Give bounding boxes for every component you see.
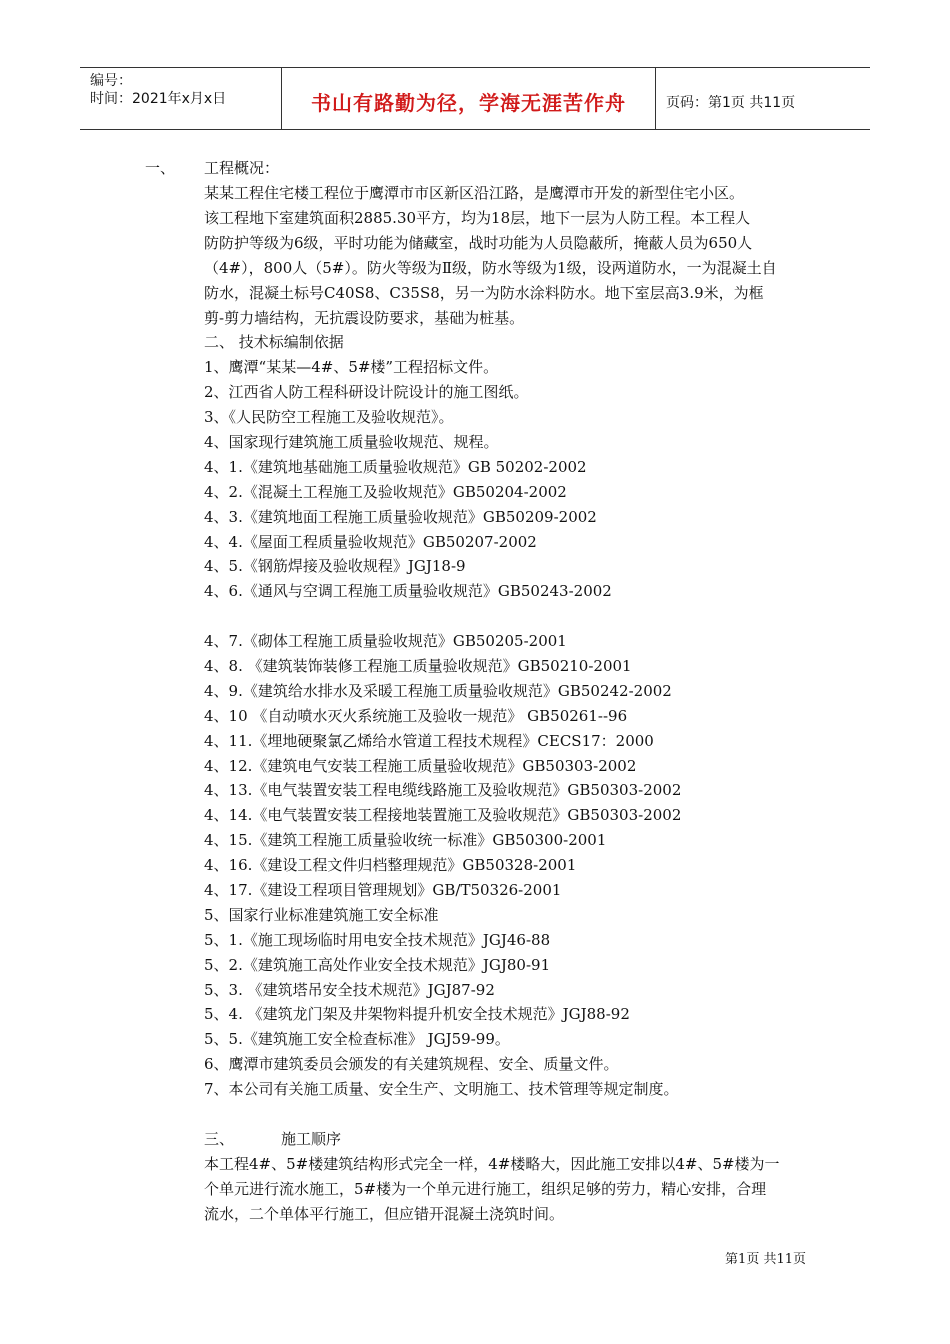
list-item: 4、4.《屋面工程质量验收规范》GB50207-2002 — [204, 533, 537, 551]
paragraph-line: 本工程4#、5#楼建筑结构形式完全一样，4#楼略大，因此施工安排以4#、5#楼为一 — [204, 1155, 780, 1173]
list-item: 4、6.《通风与空调工程施工质量验收规范》GB50243-2002 — [204, 582, 612, 600]
list-item: 4、7.《砌体工程施工质量验收规范》GB50205-2001 — [204, 632, 567, 650]
list-item: 4、15.《建筑工程施工质量验收统一标准》GB50300-2001 — [204, 831, 607, 849]
list-item: 5、3. 《建筑塔吊安全技术规范》JGJ87-92 — [204, 981, 495, 999]
list-item: 4、17.《建设工程项目管理规划》GB/T50326-2001 — [204, 881, 562, 899]
list-item: 4、3.《建筑地面工程施工质量验收规范》GB50209-2002 — [204, 508, 597, 526]
list-item: 5、4. 《建筑龙门架及井架物料提升机安全技术规范》JGJ88-92 — [204, 1005, 630, 1023]
list-item: 5、1.《施工现场临时用电安全技术规范》JGJ46-88 — [204, 931, 551, 949]
paragraph-line: 该工程地下室建筑面积2885.30平方，均为18层，地下一层为人防工程。本工程人 — [204, 209, 751, 227]
section1-title: 工程概况： — [204, 159, 280, 177]
time-label: 时间：2021年x月x日 — [90, 91, 227, 107]
list-item: 4、10 《自动喷水灭火系统施工及验收一规范》 GB50261--96 — [204, 707, 628, 725]
paragraph-line: 某某工程住宅楼工程位于鹰潭市市区新区沿江路，是鹰潭市开发的新型住宅小区。 — [204, 184, 745, 202]
list-item: 3、《人民防空工程施工及验收规范》。 — [204, 408, 454, 426]
paragraph-line: （4#），800人（5#）。防火等级为Ⅱ级，防水等级为1级，设两道防水，一为混凝土自 — [204, 259, 777, 277]
paragraph-line: 防防护等级为6级，平时功能为储藏室，战时功能为人员隐蔽所，掩蔽人员为650人 — [204, 234, 753, 252]
footer-page-number: 第1页 共11页 — [725, 1252, 806, 1267]
list-item: 4、11.《埋地硬聚氯乙烯给水管道工程技术规程》CECS17：2000 — [204, 732, 654, 750]
list-item: 4、9.《建筑给水排水及采暖工程施工质量验收规范》GB50242-2002 — [204, 682, 672, 700]
list-item: 4、2.《混凝土工程施工及验收规范》GB50204-2002 — [204, 483, 567, 501]
list-item: 5、国家行业标准建筑施工安全标准 — [204, 906, 439, 924]
paragraph-line: 剪-剪力墙结构，无抗震设防要求，基础为桩基。 — [204, 309, 525, 327]
list-item: 4、1.《建筑地基础施工质量验收规范》GB 50202-2002 — [204, 458, 587, 476]
paragraph-line: 流水，二个单体平行施工，但应错开混凝土浇筑时间。 — [204, 1205, 565, 1223]
list-item: 7、本公司有关施工质量、安全生产、文明施工、技术管理等规定制度。 — [204, 1080, 679, 1098]
header-motto: 书山有路勤为径，学海无涯苦作舟 — [282, 68, 656, 129]
paragraph-line: 防水，混凝土标号C40S8、C35S8，另一为防水涂料防水。地下室层高3.9米，为框 — [204, 284, 764, 302]
list-item: 4、5.《钢筋焊接及验收规程》JGJ18-9 — [204, 557, 466, 575]
section2-title: 二、 技术标编制依据 — [204, 333, 344, 351]
list-item: 5、2.《建筑施工高处作业安全技术规范》JGJ80-91 — [204, 956, 551, 974]
code-label: 编号： — [90, 73, 132, 89]
list-item: 4、8. 《建筑装饰装修工程施工质量验收规范》GB50210-2001 — [204, 657, 632, 675]
page-header — [80, 67, 870, 130]
paragraph-line: 个单元进行流水施工，5#楼为一个单元进行施工，组织足够的劳力，精心安排，合理 — [204, 1180, 767, 1198]
list-item: 4、12.《建筑电气安装工程施工质量验收规范》GB50303-2002 — [204, 757, 637, 775]
header-page-number: 页码：第1页 共11页 — [666, 94, 796, 111]
list-item: 4、16.《建设工程文件归档整理规范》GB50328-2001 — [204, 856, 577, 874]
list-item: 1、鹰潭“某某—4#、5#楼”工程招标文件。 — [204, 358, 499, 376]
list-item: 4、14.《电气装置安装工程接地装置施工及验收规范》GB50303-2002 — [204, 806, 682, 824]
list-item: 5、5.《建筑施工安全检查标准》 JGJ59-99。 — [204, 1030, 510, 1048]
list-item: 4、13.《电气装置安装工程电缆线路施工及验收规范》GB50303-2002 — [204, 781, 682, 799]
list-item: 2、江西省人防工程科研设计院设计的施工图纸。 — [204, 383, 529, 401]
header-meta — [80, 68, 282, 129]
section3-number: 三、 — [204, 1130, 235, 1148]
list-item: 6、鹰潭市建筑委员会颁发的有关建筑规程、安全、质量文件。 — [204, 1055, 619, 1073]
list-item: 4、国家现行建筑施工质量验收规范、规程。 — [204, 433, 499, 451]
section3-title: 施工顺序 — [281, 1130, 342, 1148]
section1-number: 一、 — [145, 159, 176, 177]
